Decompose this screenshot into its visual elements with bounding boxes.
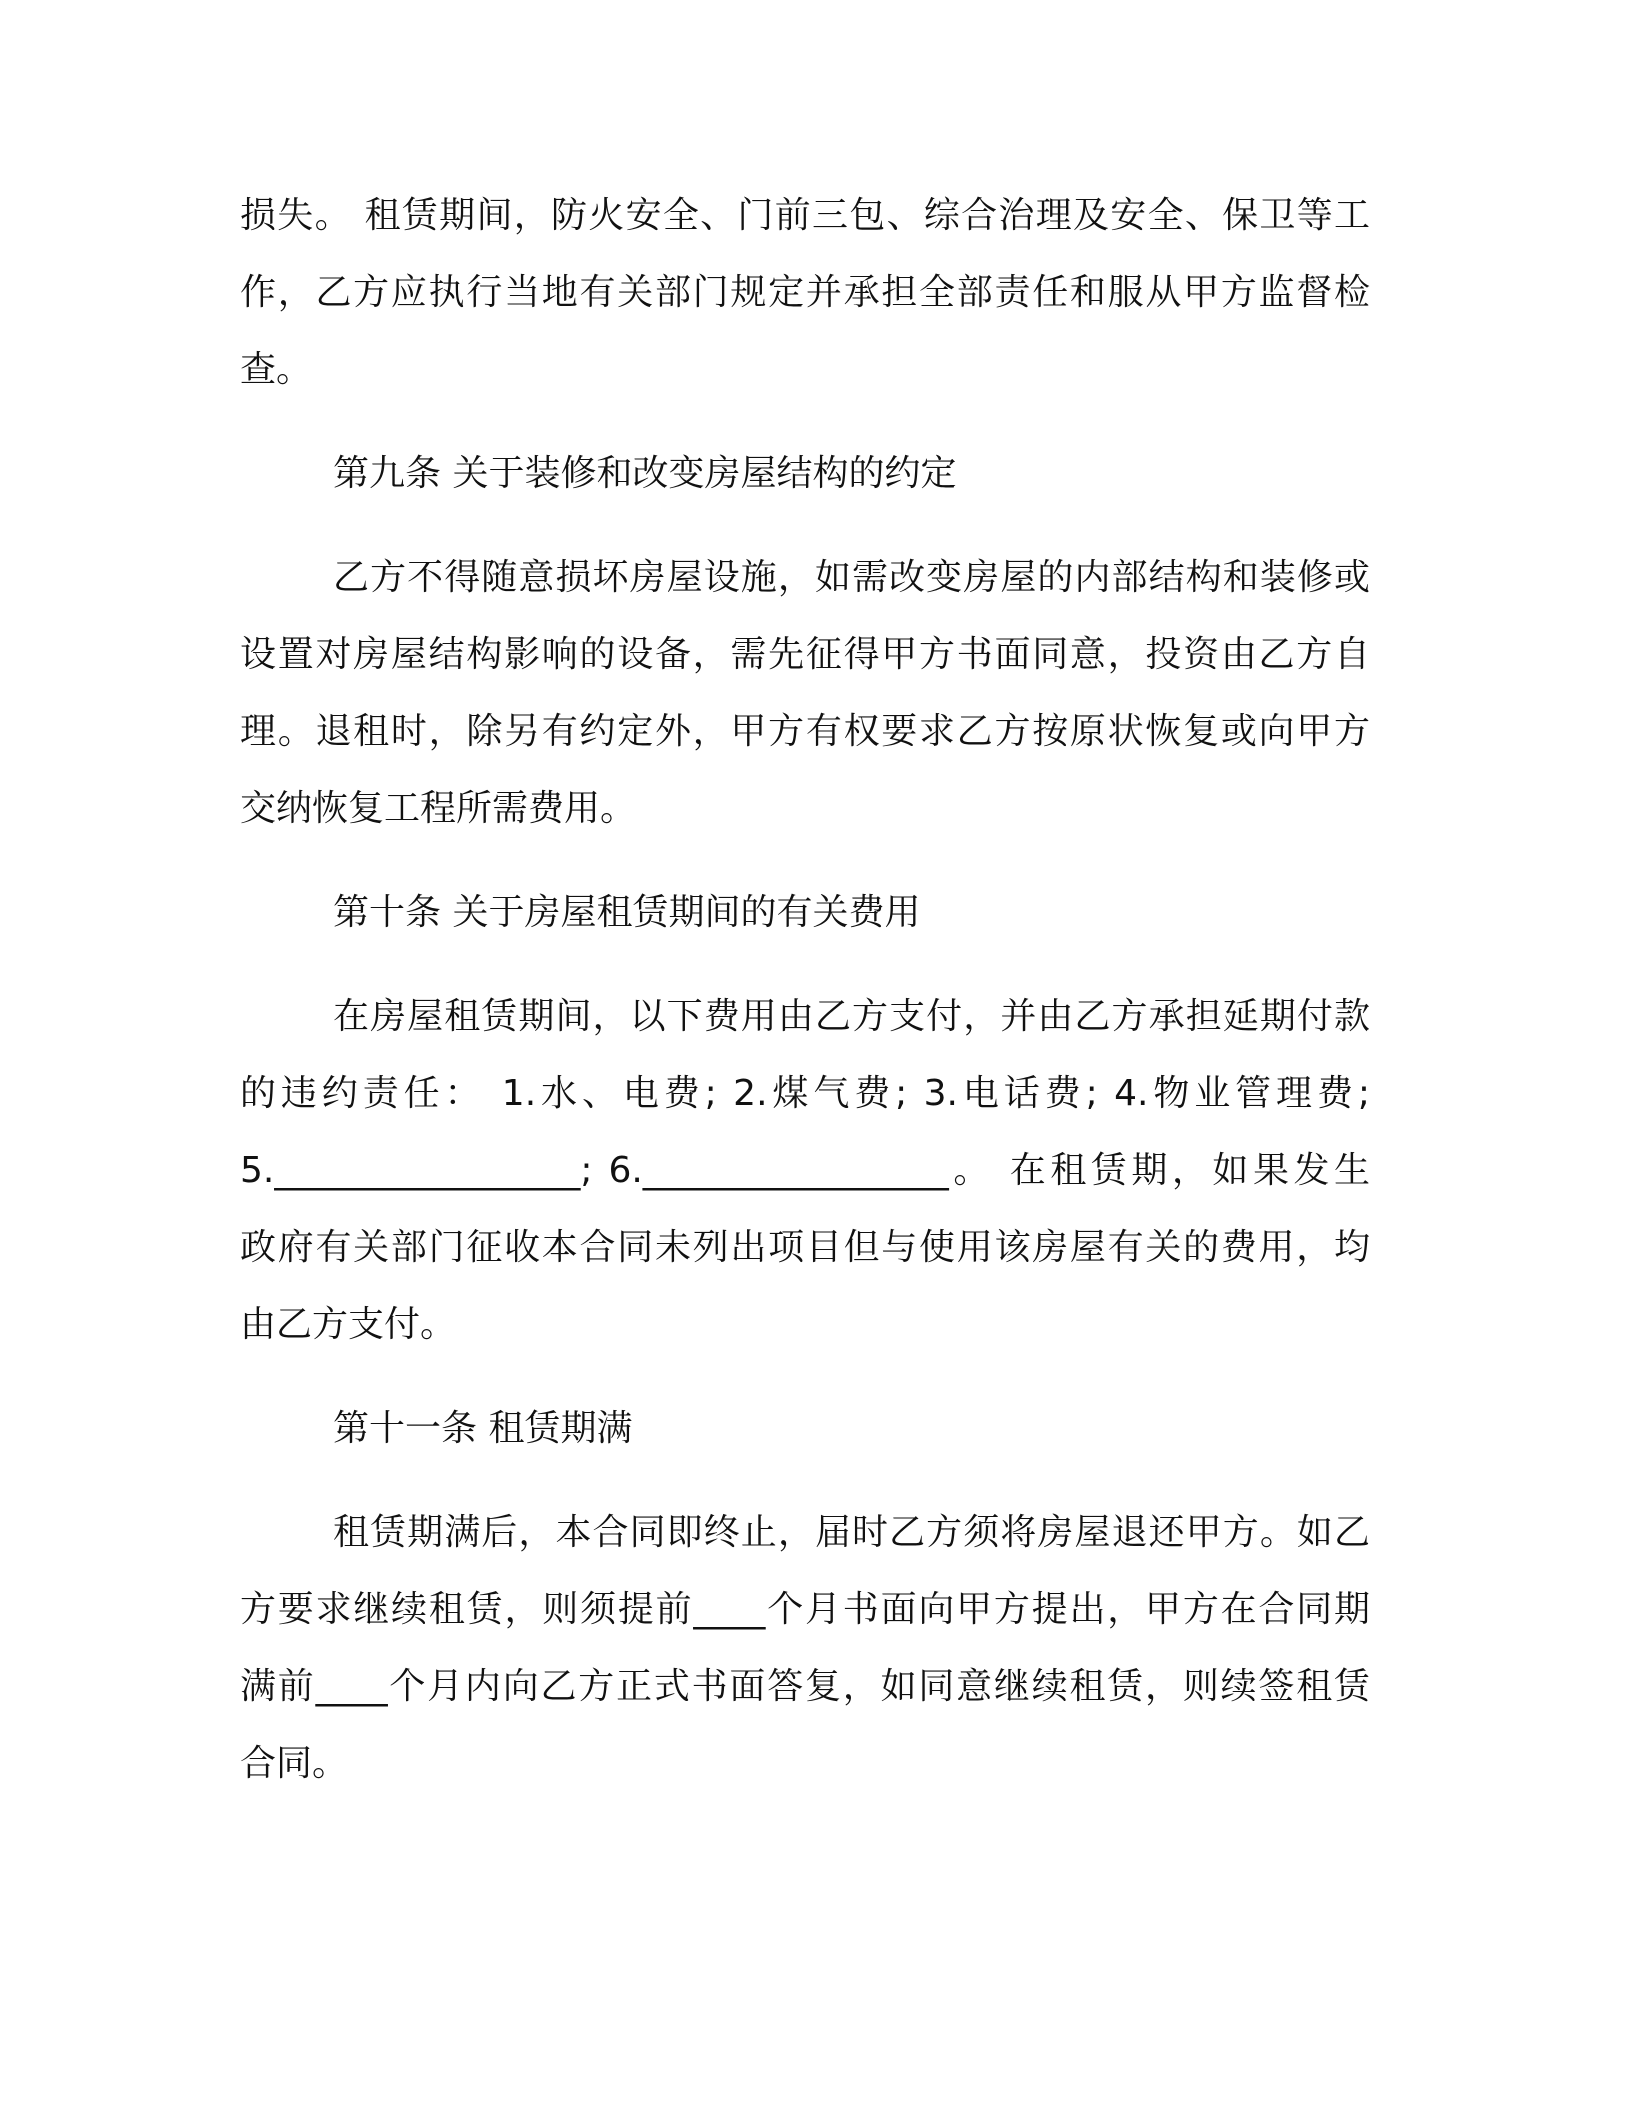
article-10-paragraph bbox=[240, 978, 1370, 1363]
article-9-heading-block bbox=[240, 435, 1370, 512]
article-11-heading-block bbox=[240, 1390, 1370, 1467]
paragraph-line: 在房屋租赁期间，以下费用由乙方支付，并由乙方承担延期付款 bbox=[333, 996, 1370, 1037]
paragraph-line: 合同。 bbox=[240, 1743, 349, 1784]
paragraph-line: 设置对房屋结构影响的设备，需先征得甲方书面同意，投资由乙方自 bbox=[240, 634, 1370, 675]
paragraph-line: 损失。 租赁期间，防火安全、门前三包、综合治理及安全、保卫等工 bbox=[240, 195, 1370, 236]
paragraph-line: 满前____个月内向乙方正式书面答复，如同意继续租赁，则续签租赁 bbox=[240, 1666, 1370, 1707]
article-heading: 第十条 关于房屋租赁期间的有关费用 bbox=[333, 892, 921, 933]
paragraph-line: 由乙方支付。 bbox=[240, 1304, 457, 1345]
paragraph-line: 乙方不得随意损坏房屋设施，如需改变房屋的内部结构和装修或 bbox=[333, 557, 1370, 598]
paragraph-line: 租赁期满后，本合同即终止，届时乙方须将房屋退还甲方。如乙 bbox=[333, 1512, 1370, 1553]
paragraph-line: 理。退租时，除另有约定外，甲方有权要求乙方按原状恢复或向甲方 bbox=[240, 711, 1370, 752]
paragraph-line: 政府有关部门征收本合同未列出项目但与使用该房屋有关的费用，均 bbox=[240, 1227, 1370, 1268]
article-9-paragraph bbox=[240, 539, 1370, 847]
article-heading: 第十一条 租赁期满 bbox=[333, 1408, 633, 1449]
paragraph-line: 查。 bbox=[240, 349, 313, 390]
paragraph-line: 交纳恢复工程所需费用。 bbox=[240, 788, 637, 829]
continuation-paragraph bbox=[240, 177, 1370, 408]
document-body bbox=[240, 177, 1370, 1829]
paragraph-line: 作，乙方应执行当地有关部门规定并承担全部责任和服从甲方监督检 bbox=[240, 272, 1370, 313]
article-11-paragraph bbox=[240, 1494, 1370, 1802]
article-10-heading-block bbox=[240, 874, 1370, 951]
paragraph-line: 的违约责任： 1.水、电费; 2.煤气费; 3.电话费; 4.物业管理费; bbox=[240, 1073, 1370, 1114]
article-heading: 第九条 关于装修和改变房屋结构的约定 bbox=[333, 453, 957, 494]
paragraph-line: 5._________________; 6._________________。 在租赁期，如果发生 bbox=[240, 1150, 1370, 1191]
paragraph-line: 方要求继续租赁，则须提前____个月书面向甲方提出，甲方在合同期 bbox=[240, 1589, 1370, 1630]
